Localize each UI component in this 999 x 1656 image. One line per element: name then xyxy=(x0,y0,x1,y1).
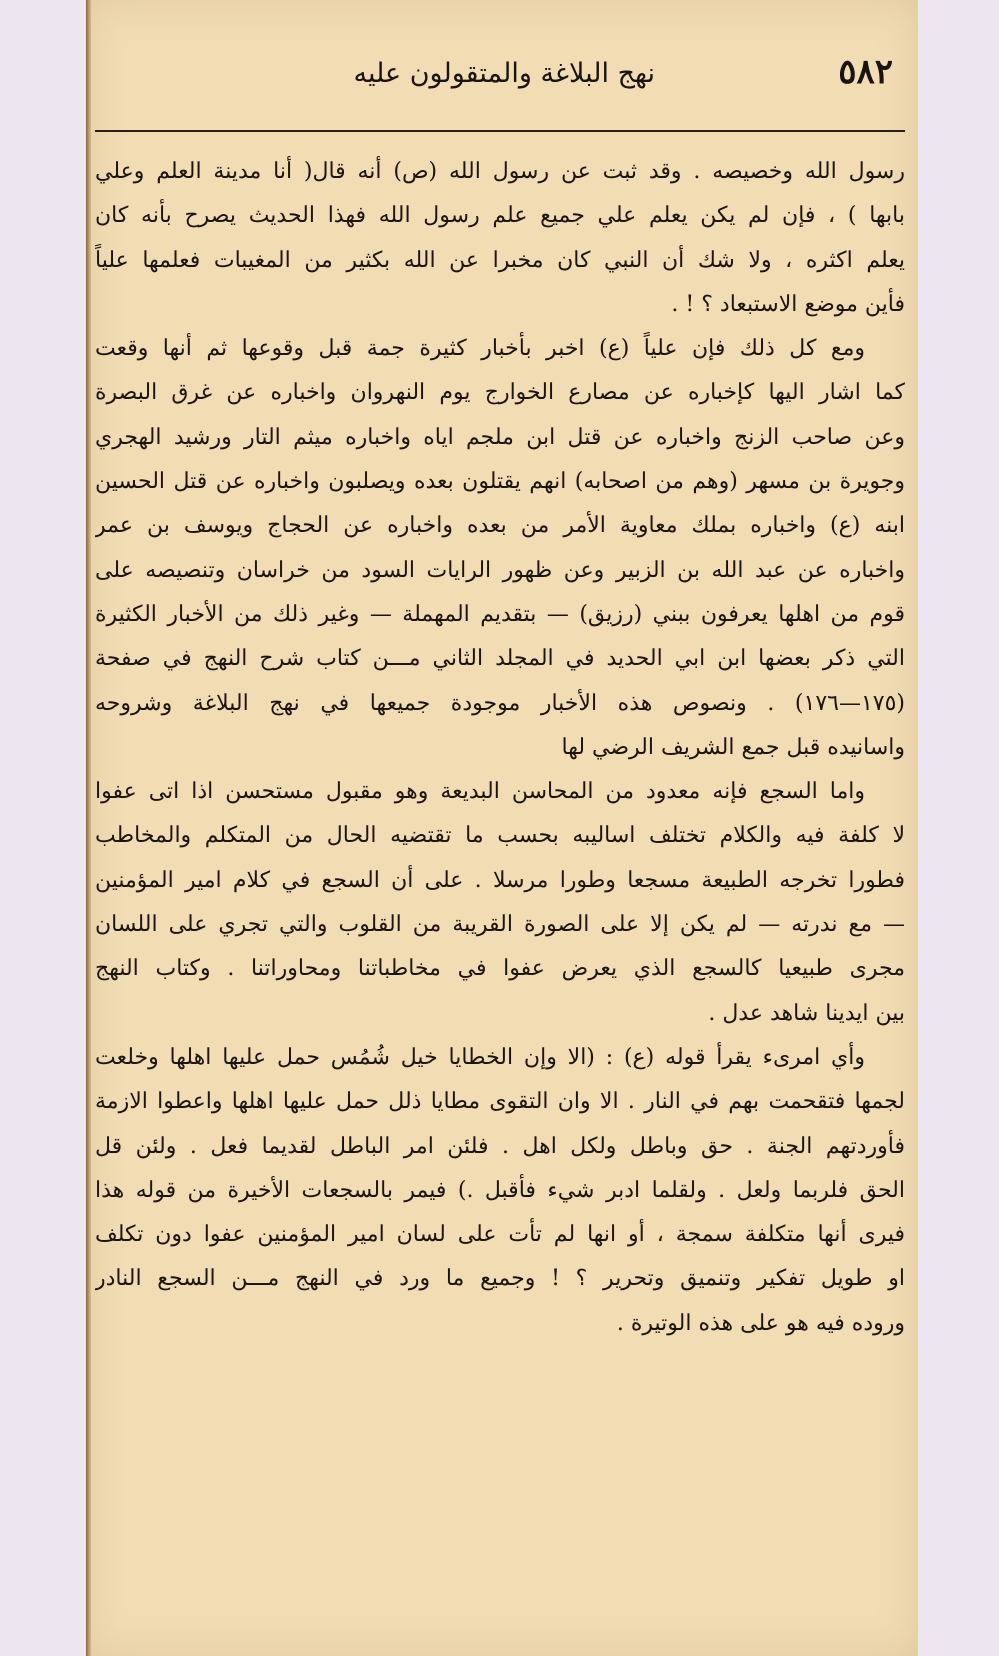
text-line: فطورا تخرجه الطبيعة مسجعا وطورا مرسلا . على أن السجع في كلام امير المؤمنين xyxy=(95,867,905,893)
text-line: او طويل تفكير وتنميق وتحرير ؟ ! وجميع ما ورد في النهج مـــن السجع النادر xyxy=(95,1266,905,1292)
text-line: رسول الله وخصيصه . وقد ثبت عن رسول الله (ص) أنه قال( أنا مدينة العلم وعلي xyxy=(95,159,905,184)
text-line: لا كلفة فيه والكلام تختلف اساليبه بحسب ما تقتضيه الحال من المتكلم والمخاطب xyxy=(95,823,905,849)
text-line: واما السجع فإنه معدود من المحاسن البديعة وهو مقبول مستحسن اذا اتى عفوا xyxy=(95,779,865,805)
body-text xyxy=(95,150,905,1346)
text-line: فأين موضع الاستبعاد ؟ ! . xyxy=(671,291,905,317)
text-line: وروده فيه هو على هذه الوتيرة . xyxy=(616,1310,905,1336)
text-line: ومع كل ذلك فإن علياً (ع) اخبر بأخبار كثيرة جمة قبل وقوعها ثم أنها وقعت xyxy=(95,336,865,362)
text-line: واخباره عن عبد الله بن الزبير وعن ظهور الرايات السود من خراسان وتنصيصه على xyxy=(95,557,905,583)
text-line: — مع ندرته — لم يكن إلا على الصورة القريبة من القلوب والتي تجري على اللسان xyxy=(95,912,905,938)
text-line: فيرى أنها متكلفة سمجة ، أو انها لم تأت على لسان امير المؤمنين عفوا دون تكلف xyxy=(95,1222,905,1248)
text-line: وجويرة بن مسهر (وهم من اصحابه) انهم يقتلون بعده ويصلبون واخباره عن قتل الحسين xyxy=(95,469,905,495)
text-line: (١٧٥—١٧٦) . ونصوص هذه الأخبار موجودة جميعها في نهج البلاغة وشروحه xyxy=(95,690,905,716)
text-line: وأي امرىء يقرأ قوله (ع) : (الا وإن الخطايا خيل شُمُس حمل عليها اهلها وخلعت xyxy=(95,1044,865,1070)
page-number: ٥٨٢ xyxy=(838,52,893,92)
page-edge xyxy=(86,0,91,1656)
text-line: مجرى طبيعيا كالسجع الذي يعرض عفوا في مخاطباتنا ومحاوراتنا . وكتاب النهج xyxy=(95,956,905,982)
text-line: التي ذكر بعضها ابن ابي الحديد في المجلد الثاني مـــن كتاب شرح النهج في صفحة xyxy=(95,646,905,672)
header-rule xyxy=(95,130,905,132)
text-line: قوم من اهلها يعرفون ببني (رزيق) — بتقديم المهملة — وغير ذلك من الأخبار الكثيرة xyxy=(95,601,905,627)
text-line: ابنه (ع) واخباره بملك معاوية الأمر من بعده واخباره عن الحجاج ويوسف بن عمر xyxy=(95,513,905,539)
text-line: واسانيده قبل جمع الشريف الرضي لها xyxy=(561,734,905,760)
running-title: نهج البلاغة والمتقولون عليه xyxy=(353,58,655,89)
page-header xyxy=(95,50,905,100)
text-line: الحق فلربما ولعل . ولقلما ادبر شيء فأقبل .) فيمر بالسجعات الأخيرة من قوله هذا xyxy=(95,1177,905,1203)
text-line: بابها ) ، فإن لم يكن يعلم علي جميع علم رسول الله فهذا الحديث يصرح بأنه كان xyxy=(95,203,905,229)
text-line: لجمها فتقحمت بهم في النار . الا وان التقوى مطايا ذلل حمل عليها اهلها واعطوا الازمة xyxy=(95,1089,905,1115)
text-line: وعن صاحب الزنج واخباره عن قتل ابن ملجم اياه واخباره ميثم التار ورشيد الهجري xyxy=(95,424,905,450)
text-line: كما اشار اليها كإخباره عن مصارع الخوارج يوم النهروان واخباره عن غرق البصرة xyxy=(95,380,905,406)
text-line: فأوردتهم الجنة . حق وباطل ولكل اهل . فلئن امر الباطل لقديما فعل . ولئن قل xyxy=(95,1133,905,1159)
text-line: يعلم اكثره ، ولا شك أن النبي كان مخبرا عن الله بكثير من المغيبات فعلمها علياً xyxy=(95,247,905,273)
text-line: بين ايدينا شاهد عدل . xyxy=(708,1000,905,1026)
